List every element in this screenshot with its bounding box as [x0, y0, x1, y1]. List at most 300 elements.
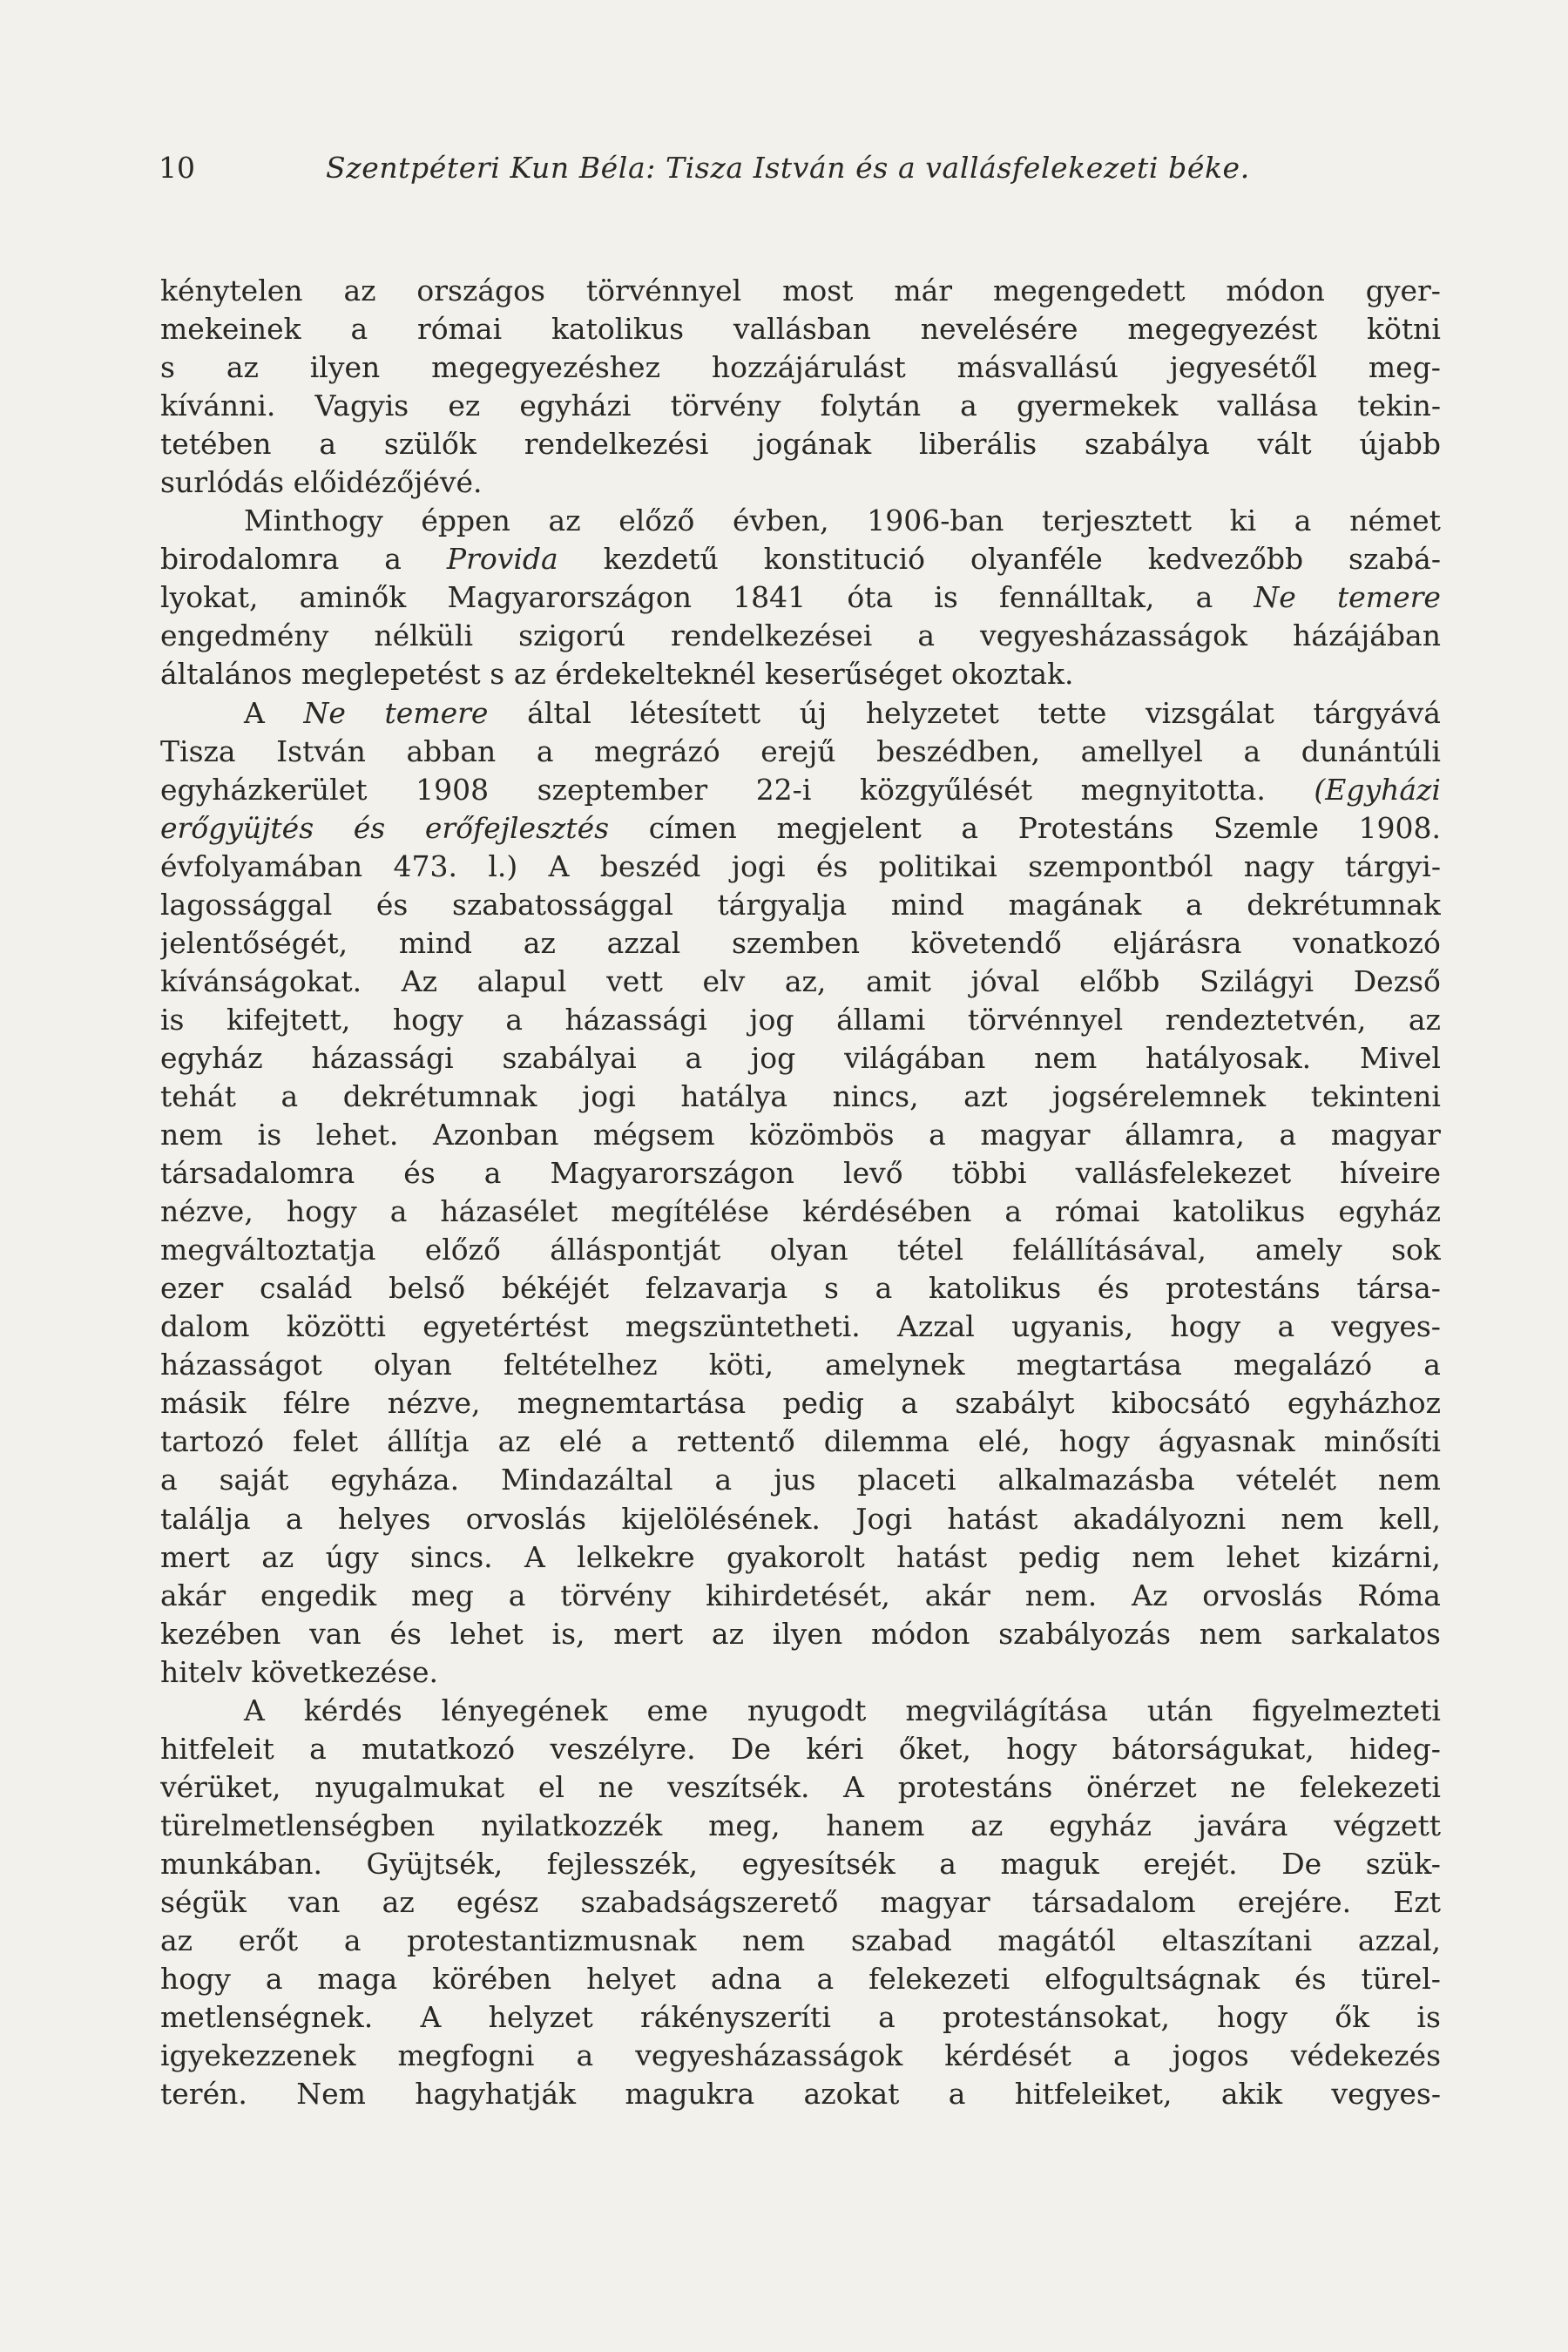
word: alapul: [476, 963, 567, 998]
word: jogi: [731, 848, 786, 883]
word: Magyarországon: [447, 580, 693, 615]
word: ilyen: [309, 350, 381, 385]
word: tetében: [160, 427, 272, 462]
word: szabadságszerető: [580, 1884, 839, 1919]
word: mert: [613, 1616, 684, 1651]
word: ki: [1229, 504, 1257, 538]
word: a: [1195, 580, 1213, 615]
word: Provida: [446, 542, 558, 577]
word: magyar: [980, 1118, 1091, 1152]
word: a: [714, 1463, 733, 1497]
word: szeptember: [537, 772, 708, 807]
word: 1841: [733, 580, 807, 615]
word: megalázó: [1233, 1348, 1373, 1382]
word: felet: [293, 1424, 359, 1459]
word: protestáns: [1166, 1271, 1321, 1306]
word: hogy: [1170, 1309, 1241, 1344]
word: De: [730, 1731, 771, 1766]
word: kizárni,: [1331, 1539, 1441, 1574]
word: s: [160, 350, 175, 385]
word: felállításával,: [1012, 1233, 1206, 1267]
word: felekezeti: [1299, 1769, 1441, 1804]
word: magyar: [1330, 1118, 1441, 1152]
word: általános: [160, 657, 293, 692]
word: szabályozás: [998, 1616, 1172, 1651]
word: meg-: [1368, 350, 1441, 385]
word: vonatkozó: [1293, 925, 1441, 960]
text-line: [160, 1078, 1441, 1116]
word: vegyesházasságok: [635, 2038, 903, 2073]
word: nem: [160, 1118, 224, 1152]
word: Tisza: [160, 733, 236, 768]
word: másvallású: [956, 350, 1119, 385]
word: végzett: [1334, 1808, 1441, 1842]
word: mekeinek: [160, 312, 301, 347]
text-line: [160, 310, 1441, 348]
word: magukra: [625, 2077, 755, 2112]
word: helyes: [337, 1501, 431, 1536]
word: azzal,: [1357, 1923, 1441, 1958]
word: azt: [963, 1078, 1008, 1113]
text-line: [160, 1577, 1441, 1615]
word: magyar: [880, 1884, 990, 1919]
word: van: [309, 1616, 362, 1651]
word: hatályosak.: [1146, 1040, 1312, 1075]
word: a: [483, 1156, 502, 1191]
word: erőgyüjtés: [160, 810, 314, 845]
word: módon: [1226, 274, 1325, 308]
word: újabb: [1359, 427, 1441, 462]
text-line: [160, 1615, 1441, 1653]
word: placeti: [857, 1463, 956, 1497]
word: fejlesszék,: [546, 1846, 699, 1881]
word: A: [244, 1693, 265, 1727]
word: az: [523, 925, 556, 960]
word: nem: [1199, 1616, 1262, 1651]
body-text: [160, 272, 1441, 2113]
word: elé: [558, 1424, 603, 1459]
word: szigorú: [518, 618, 625, 653]
word: Róma: [1357, 1578, 1441, 1612]
word: beszéd: [599, 848, 701, 883]
word: jegyesétől: [1169, 350, 1317, 385]
word: a: [265, 1962, 283, 1997]
word: jog: [751, 1040, 796, 1075]
text-line: [160, 2037, 1441, 2075]
word: és: [1097, 1271, 1130, 1306]
word: a: [685, 1040, 703, 1075]
word: a: [1112, 2038, 1131, 2073]
word: félre: [282, 1386, 351, 1421]
word: liberális: [918, 427, 1037, 462]
text-line: [160, 540, 1441, 578]
word: tekin-: [1357, 389, 1441, 423]
word: javára: [1197, 1808, 1288, 1842]
word: tehát: [160, 1078, 236, 1113]
word: Az: [1132, 1578, 1168, 1612]
word: rendelkezési: [524, 427, 709, 462]
word: bátorságukat,: [1112, 1731, 1315, 1766]
word: akik: [1220, 2077, 1283, 2112]
text-line: [160, 502, 1441, 540]
word: türel-: [1361, 1962, 1441, 1997]
word: országos: [416, 274, 545, 308]
word: hideg-: [1349, 1731, 1441, 1766]
word: rendeztetvén,: [1165, 1002, 1367, 1037]
word: mind: [890, 887, 965, 922]
text-line: [160, 463, 1441, 502]
word: hanem: [826, 1808, 925, 1842]
word: birodalomra: [160, 542, 340, 577]
word: előbb: [1079, 963, 1160, 998]
word: mert: [160, 1539, 230, 1574]
word: az: [1408, 1002, 1441, 1037]
word: módon: [871, 1616, 970, 1651]
word: megváltoztatja: [160, 1233, 376, 1267]
word: magának: [1008, 887, 1142, 922]
word: a: [319, 427, 337, 462]
word: megtartása: [1016, 1348, 1182, 1382]
text-line: [160, 1768, 1441, 1807]
word: saját: [219, 1463, 289, 1497]
word: hitfeleit: [160, 1731, 274, 1766]
word: vegyes-: [1331, 2077, 1441, 2112]
word: álláspontját: [550, 1233, 721, 1267]
word: dalom: [160, 1309, 250, 1344]
word: békéjét: [501, 1271, 610, 1306]
word: tárgyi-: [1344, 848, 1441, 883]
word: ne: [598, 1769, 634, 1804]
word: a: [576, 2038, 594, 2073]
word: belső: [389, 1271, 466, 1306]
word: a: [285, 1501, 303, 1536]
word: meglepetést: [301, 657, 481, 692]
word: protestánsokat,: [943, 2000, 1170, 2035]
word: elé,: [977, 1424, 1031, 1459]
word: amit: [866, 963, 931, 998]
word: címen: [648, 810, 737, 845]
word: és: [815, 848, 848, 883]
word: terjesztett: [1042, 504, 1192, 538]
word: államra,: [1125, 1118, 1245, 1152]
word: a: [1004, 1194, 1023, 1229]
word: az: [970, 1808, 1004, 1842]
word: De: [1281, 1846, 1322, 1881]
text-line: [160, 1001, 1441, 1039]
running-title: Szentpéteri Kun Béla: Tisza István és a vallásfelekezeti béke.: [326, 151, 1250, 185]
word: feltételhez: [504, 1348, 658, 1382]
word: nyugodt: [747, 1693, 867, 1727]
word: társadalomra: [160, 1156, 355, 1191]
text-line: [160, 2075, 1441, 2113]
word: lagossággal: [160, 887, 333, 922]
word: 1908: [416, 772, 490, 807]
word: amelynek: [825, 1348, 965, 1382]
word: tartozó: [160, 1424, 265, 1459]
word: dekrétumnak: [1247, 887, 1441, 922]
text-line: [160, 655, 1441, 693]
word: beszédben,: [876, 733, 1041, 768]
word: folytán: [820, 389, 922, 423]
word: után: [1146, 1693, 1213, 1727]
word: megegyezéshez: [431, 350, 660, 385]
word: a: [384, 542, 402, 577]
word: orvoslás: [465, 1501, 587, 1536]
word: szabá-: [1348, 542, 1441, 577]
word: most: [782, 274, 854, 308]
word: jogos: [1172, 2038, 1249, 2073]
word: vizsgálat: [1146, 695, 1274, 730]
word: nézve,: [160, 1194, 253, 1229]
word: engedmény: [160, 618, 329, 653]
word: másik: [160, 1386, 247, 1421]
word: önérzet: [1086, 1769, 1197, 1804]
word: helyzetet: [865, 695, 999, 730]
word: Minthogy: [244, 504, 383, 538]
word: olyanféle: [970, 542, 1103, 577]
word: akár: [924, 1578, 990, 1612]
word: terén.: [160, 2077, 247, 2112]
word: A: [548, 848, 570, 883]
word: eme: [646, 1693, 708, 1727]
word: nem: [1034, 1040, 1098, 1075]
word: közgyűlését: [859, 772, 1033, 807]
word: kénytelen: [160, 274, 303, 308]
word: erőt: [238, 1923, 299, 1958]
word: ez: [448, 389, 481, 423]
word: rendelkezései: [671, 618, 873, 653]
word: óta: [847, 580, 894, 615]
word: erejű: [760, 733, 836, 768]
word: szempontból: [1028, 848, 1213, 883]
word: Szemle: [1213, 810, 1319, 845]
word: hogy: [286, 1194, 357, 1229]
text-line: [160, 1308, 1441, 1346]
word: amellyel: [1080, 733, 1203, 768]
word: kihirdetését,: [706, 1578, 890, 1612]
word: megegyezést: [1127, 312, 1318, 347]
word: lehet.: [315, 1118, 399, 1152]
word: ezer: [160, 1271, 224, 1306]
word: törvény: [560, 1578, 672, 1612]
word: a: [505, 1002, 524, 1037]
word: a: [343, 1923, 362, 1958]
word: Gyüjtsék,: [366, 1846, 504, 1881]
word: egész: [456, 1884, 539, 1919]
word: megszüntetheti.: [625, 1309, 861, 1344]
word: egyháza.: [330, 1463, 460, 1497]
text-line: [160, 1500, 1441, 1538]
text-line: [160, 963, 1441, 1001]
word: család: [259, 1271, 353, 1306]
word: sincs.: [409, 1539, 493, 1574]
text-line: [160, 1193, 1441, 1231]
word: hozzájárulást: [711, 350, 906, 385]
word: évben,: [733, 504, 829, 538]
word: hagyhatják: [415, 2077, 577, 2112]
word: világában: [844, 1040, 986, 1075]
word: megfogni: [397, 2038, 535, 2073]
word: szük-: [1365, 1846, 1441, 1881]
text-line: [160, 1231, 1441, 1269]
word: törvény: [670, 389, 781, 423]
word: figyelmezteti: [1252, 1693, 1441, 1727]
text-line: [160, 1998, 1441, 2037]
text-line: [160, 272, 1441, 310]
word: az: [261, 1539, 294, 1574]
word: is: [160, 1002, 185, 1037]
word: a: [508, 1578, 526, 1612]
word: levő: [843, 1156, 903, 1191]
word: nyugalmukat: [314, 1769, 505, 1804]
word: a: [1243, 733, 1261, 768]
word: nem.: [1024, 1578, 1098, 1612]
word: a: [1294, 504, 1312, 538]
word: tétel: [896, 1233, 963, 1267]
word: társa-: [1356, 1271, 1441, 1306]
word: az: [548, 504, 581, 538]
word: hogy: [1006, 1731, 1078, 1766]
text-line: [160, 425, 1441, 463]
word: politikai: [878, 848, 997, 883]
word: hogy: [1217, 2000, 1288, 2035]
text-line: [160, 1538, 1441, 1577]
text-line: [160, 771, 1441, 809]
text-line: [160, 387, 1441, 425]
word: lényegének: [441, 1693, 608, 1727]
word: fennálltak,: [998, 580, 1155, 615]
word: vált: [1257, 427, 1312, 462]
word: felzavarja: [645, 1271, 788, 1306]
word: kérdés: [303, 1693, 402, 1727]
word: egyesítsék: [741, 1846, 896, 1881]
word: tárgyává: [1313, 695, 1441, 730]
word: erőfejlesztés: [424, 810, 610, 845]
word: amely: [1255, 1233, 1342, 1267]
word: megítélése: [611, 1194, 770, 1229]
word: nem: [1281, 1501, 1344, 1536]
word: a: [1185, 887, 1203, 922]
word: Ne: [1254, 580, 1296, 615]
word: magától: [997, 1923, 1116, 1958]
word: metlenségnek.: [160, 2000, 374, 2035]
word: protestáns: [897, 1769, 1053, 1804]
word: nincs,: [832, 1078, 919, 1113]
word: ők: [1335, 2000, 1370, 2035]
word: állami: [836, 1002, 926, 1037]
word: az: [382, 1884, 415, 1919]
word: erejére.: [1237, 1884, 1352, 1919]
text-line: [160, 348, 1441, 387]
word: vallásban: [733, 312, 871, 347]
word: jus: [774, 1463, 816, 1497]
text-line: [160, 1922, 1441, 1960]
word: a: [929, 1118, 946, 1152]
word: türelmetlenségben: [160, 1808, 436, 1842]
word: a: [1423, 1348, 1441, 1382]
text-line: [160, 1692, 1441, 1730]
word: a: [939, 1846, 956, 1881]
word: a: [389, 1194, 408, 1229]
word: hatálya: [680, 1078, 788, 1113]
word: igyekezzenek: [160, 2038, 356, 2073]
word: jog: [749, 1002, 794, 1037]
word: jogának: [756, 427, 872, 462]
text-line: [160, 809, 1441, 848]
word: veszítsék.: [667, 1769, 810, 1804]
word: házasélet: [440, 1194, 578, 1229]
word: adna: [710, 1962, 782, 1997]
word: Ne: [303, 695, 346, 730]
word: azzal: [606, 925, 681, 960]
text-line: [160, 1423, 1441, 1461]
word: Dezső: [1353, 963, 1441, 998]
word: körében: [432, 1962, 552, 1997]
word: mutatkozó: [362, 1731, 516, 1766]
word: protestantizmusnak: [407, 1923, 697, 1958]
word: egyház: [160, 1040, 263, 1075]
word: vallása: [1217, 389, 1319, 423]
word: a: [948, 2077, 966, 2112]
word: hatást: [896, 1539, 988, 1574]
word: helyet: [586, 1962, 676, 1997]
word: meg,: [708, 1808, 781, 1842]
word: szabálya: [1085, 427, 1210, 462]
word: hogy: [1058, 1424, 1130, 1459]
word: 22-i: [755, 772, 812, 807]
word: szabályt: [955, 1386, 1075, 1421]
word: törvénnyel: [967, 1002, 1124, 1037]
word: helyzet: [488, 2000, 593, 2035]
word: vallásfelekezet: [1075, 1156, 1292, 1191]
word: kifejtett,: [226, 1002, 351, 1037]
word: s: [823, 1271, 839, 1306]
text-line: [160, 1845, 1441, 1883]
word: a: [1279, 1118, 1297, 1152]
word: katolikus: [1173, 1194, 1306, 1229]
word: akár: [160, 1578, 226, 1612]
word: 1906-ban: [867, 504, 1004, 538]
word: temere: [1336, 580, 1441, 615]
word: vérüket,: [160, 1769, 281, 1804]
word: Protestáns: [1017, 810, 1174, 845]
word: társadalom: [1031, 1884, 1196, 1919]
word: engedik: [260, 1578, 377, 1612]
word: és: [403, 1156, 436, 1191]
word: jóval: [970, 963, 1040, 998]
text-line: [160, 1461, 1441, 1499]
word: a: [160, 1463, 178, 1497]
word: új: [799, 695, 828, 730]
word: házasságot: [160, 1348, 322, 1382]
word: római: [416, 312, 503, 347]
word: egyházi: [519, 389, 632, 423]
text-line: [160, 924, 1441, 963]
word: nagy: [1243, 848, 1315, 883]
word: Nem: [296, 2077, 366, 2112]
word: tárgyalja: [717, 887, 848, 922]
word: a: [901, 1386, 918, 1421]
word: köti,: [708, 1348, 774, 1382]
word: őket,: [898, 1731, 971, 1766]
word: nem: [1377, 1463, 1441, 1497]
word: pedig: [782, 1386, 864, 1421]
word: l.): [488, 848, 518, 883]
word: jogsérelemnek: [1052, 1078, 1267, 1113]
word: egyházhoz: [1287, 1386, 1441, 1421]
word: híveire: [1340, 1156, 1441, 1191]
text-line: [160, 1154, 1441, 1193]
